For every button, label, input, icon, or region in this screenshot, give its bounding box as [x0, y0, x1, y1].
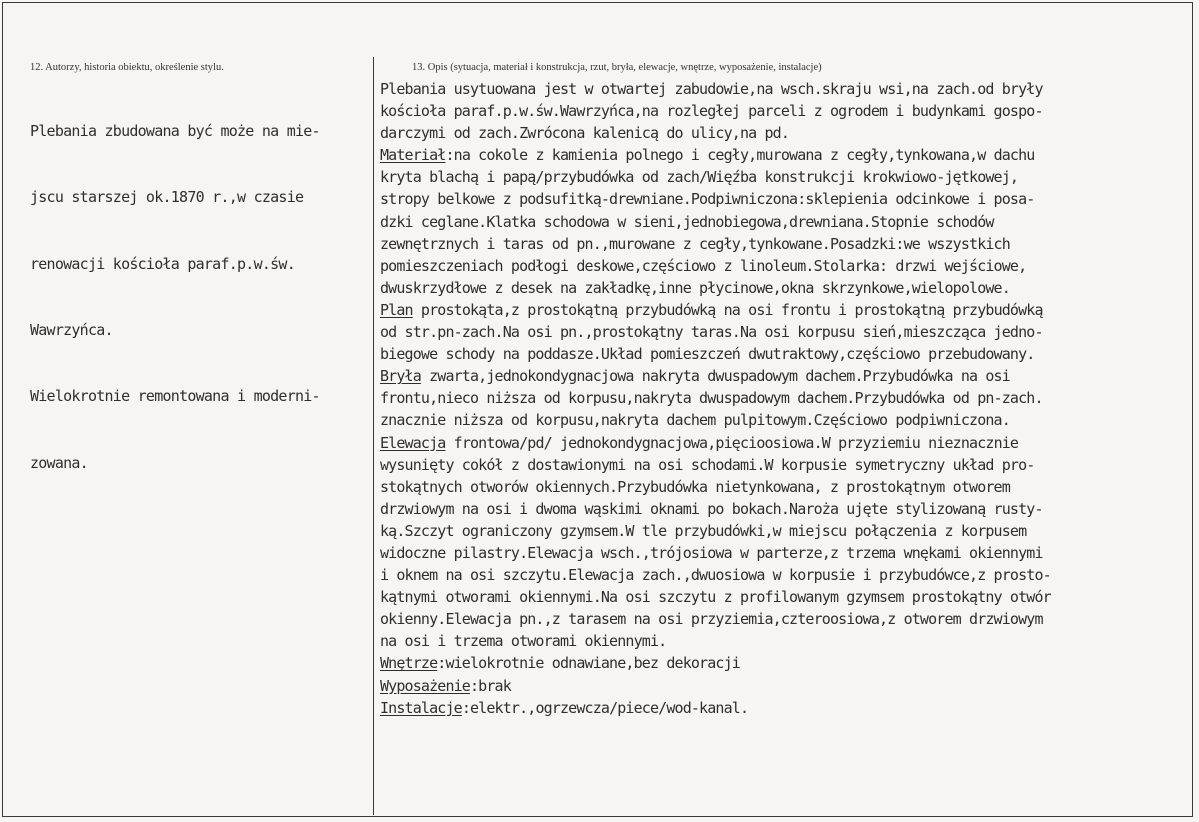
description-text-run: drzwiowym na osi i dwoma wąskimi oknami po bokach.Naroża ujęte stylizowaną rusty- [380, 499, 1043, 518]
history-text [30, 76, 320, 496]
description-line [380, 586, 1051, 608]
description-line [380, 520, 1051, 542]
description-text-run: i oknem na osi szczytu.Elewacja zach.,dwuosiowa w korpusie i przybudówce,z prosto- [380, 566, 1051, 585]
section-13-header: 13. Opis (sytuacja, materiał i konstrukcja, rzut, bryła, elewacje, wnętrze, wyposażenie, instalacje) [412, 62, 822, 73]
description-text-run: wysunięty cokół z dostawionymi na osi schodami.W korpusie symetryczny układ pro- [380, 455, 1035, 474]
description-text-run: frontu,nieco niższa od korpusu,nakryta dwuspadowym dachem.Przybudówka od pn-zach. [380, 389, 1043, 408]
description-text-run: :wielokrotnie odnawiane,bez dekoracji [437, 654, 740, 673]
history-line: Plebania zbudowana być może na mie- [30, 122, 320, 141]
description-line [380, 144, 1051, 166]
description-line [380, 409, 1051, 431]
section-keyword: Instalacje [380, 698, 462, 717]
description-line [380, 498, 1051, 520]
history-line: Wawrzyńca. [30, 321, 113, 340]
section-keyword: Plan [380, 300, 413, 319]
description-line [380, 299, 1051, 321]
history-line: renowacji kościoła paraf.p.w.św. [30, 254, 295, 273]
description-line [380, 343, 1051, 365]
description-text-run: frontowa/pd/ jednokondygnacjowa,pięcioosiowa.W przyziemiu nieznacznie [445, 433, 1019, 452]
description-line [380, 188, 1051, 210]
description-line [380, 652, 1051, 674]
description-text-run: dzki ceglane.Klatka schodowa w sieni,jednobiegowa,drewniana.Stopnie schodów [380, 212, 994, 231]
description-text-run: biegowe schody na poddasze.Układ pomieszczeń dwutraktowy,częściowo przebudowany. [380, 345, 1035, 364]
description-text-run: okienny.Elewacja pn.,z tarasem na osi przyziemia,czteroosiowa,z otworem drzwiowym [380, 610, 1043, 629]
description-line [380, 211, 1051, 233]
description-text [380, 78, 1051, 719]
description-text-run: :elektr.,ogrzewcza/piece/wod-kanal. [461, 698, 749, 717]
description-text-run: widoczne pilastry.Elewacja wsch.,trójosiowa w parterze,z trzema wnękami okiennymi [380, 543, 1043, 562]
description-text-run: zewnętrznych i taras od pn.,murowane z cegły,tynkowane.Posadzki:we wszystkich [380, 234, 1010, 253]
section-keyword: Materiał [380, 146, 446, 165]
description-line [380, 387, 1051, 409]
description-text-run: od str.pn-zach.Na osi pn.,prostokątny taras.Na osi korpusu sień,mieszcząca jedno- [380, 323, 1043, 342]
description-line [380, 166, 1051, 188]
description-text-run: kościoła paraf.p.w.św.Wawrzyńca,na rozległej parceli z ogrodem i budynkami gospo- [380, 102, 1043, 121]
description-text-run: ką.Szczyt ograniczony gzymsem.W tle przybudówki,w miejscu połączenia z korpusem [380, 521, 1027, 540]
section-keyword: Bryła [380, 367, 421, 386]
description-line [380, 365, 1051, 387]
description-line [380, 542, 1051, 564]
history-line: zowana. [30, 453, 88, 472]
description-line [380, 122, 1051, 144]
description-line [380, 78, 1051, 100]
description-text-run: prostokąta,z prostokątną przybudówką na osi frontu i prostokątną przybudówką [412, 300, 1043, 319]
section-12-header: 12. Autorzy, historia obiektu, określenie stylu. [30, 62, 224, 73]
section-keyword: Wnętrze [380, 654, 438, 673]
description-line [380, 697, 1051, 719]
description-text-run: :brak [470, 676, 511, 695]
description-text-run: zwarta,jednokondygnacjowa nakryta dwuspadowym dachem.Przybudówka na osi [420, 367, 1010, 386]
description-text-run: :na cokole z kamienia polnego i cegły,murowana z cegły,tynkowana,w dachu [445, 146, 1035, 165]
description-line [380, 255, 1051, 277]
description-text-run: pomieszczeniach podłogi deskowe,częściowo z linoleum.Stolarka: drzwi wejściowe, [380, 256, 1027, 275]
description-line [380, 321, 1051, 343]
description-text-run: kątnymi otworami okiennymi.Na osi szczytu z profilowanym gzymsem prostokątny otwór [380, 588, 1051, 607]
description-line [380, 476, 1051, 498]
description-line [380, 432, 1051, 454]
description-line [380, 630, 1051, 652]
section-keyword: Elewacja [380, 433, 446, 452]
description-line [380, 277, 1051, 299]
description-line [380, 564, 1051, 586]
section-keyword: Wyposażenie [380, 676, 470, 695]
description-text-run: na osi i trzema otworami okiennymi. [380, 632, 667, 651]
history-line: Wielokrotnie remontowana i moderni- [30, 387, 320, 406]
history-line: jscu starszej ok.1870 r.,w czasie [30, 188, 304, 207]
description-line [380, 233, 1051, 255]
description-line [380, 100, 1051, 122]
description-line [380, 675, 1051, 697]
description-text-run: darczymi od zach.Zwrócona kalenicą do ulicy,na pd. [380, 124, 790, 143]
description-text-run: stropy belkowe z podsufitką-drewniane.Podpiwniczona:sklepienia odcinkowe i posa- [380, 190, 1035, 209]
description-line [380, 608, 1051, 630]
description-text-run: dwuskrzydłowe z desek na zakładkę,inne płycinowe,okna skrzynkowe,wielopolowe. [380, 278, 1010, 297]
description-text-run: Plebania usytuowana jest w otwartej zabudowie,na wsch.skraju wsi,na zach.od bryły [380, 80, 1043, 98]
description-text-run: znacznie niższa od korpusu,nakryta dachem pulpitowym.Częściowo podpiwniczona. [380, 411, 1010, 430]
column-divider [373, 57, 374, 815]
description-text-run: kryta blachą i papą/przybudówka od zach/Więźba konstrukcji krokwiowo-jętkowej, [380, 168, 1019, 187]
description-text-run: stokątnych otworów okiennych.Przybudówka nietynkowana, z prostokątnym otworem [380, 477, 1010, 496]
description-line [380, 454, 1051, 476]
